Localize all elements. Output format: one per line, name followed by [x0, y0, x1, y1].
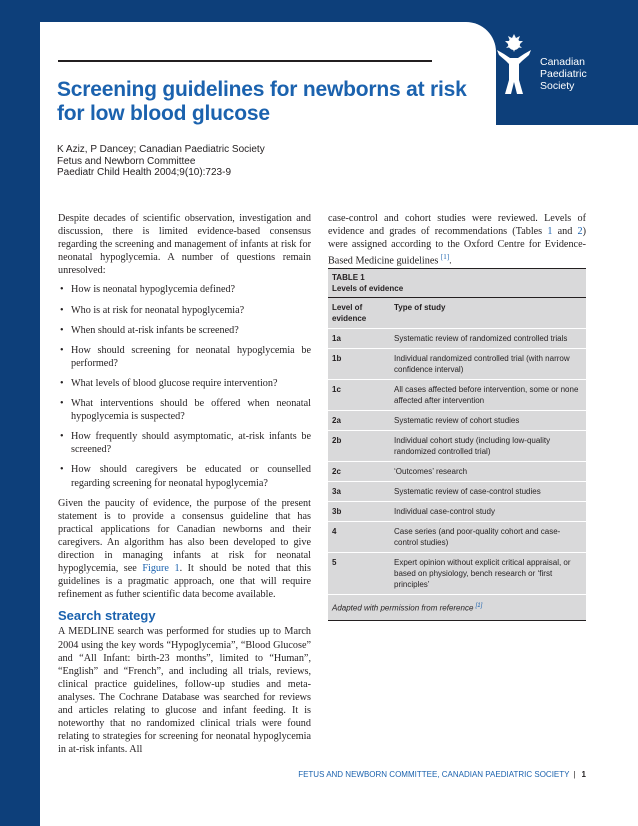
purpose-paragraph [58, 497, 311, 602]
question-text: How should screening for neonatal hypoglycemia be performed? [71, 344, 311, 369]
bullet-icon: • [60, 324, 64, 336]
purpose-text-end: . It should be noted that this guidelines is a pragmatic approach, one that will require refinement as futher scientific data become available. [58, 563, 311, 601]
right-column [328, 212, 586, 274]
table-row [328, 379, 586, 410]
bullet-icon: • [60, 284, 64, 296]
question-text: How should caregivers be educated or counselled regarding screening for neonatal hypoglycemia? [71, 464, 311, 489]
table-caption: Levels of evidence [332, 284, 404, 293]
cell-type: Individual cohort study (including low-quality randomized controlled trial) [394, 436, 551, 456]
figure-1-link[interactable]: Figure 1 [142, 563, 180, 575]
bullet-icon: • [60, 431, 64, 443]
table-row [328, 461, 586, 481]
footnote-text: Adapted with permission from reference [332, 603, 476, 613]
title-rule [58, 60, 432, 62]
cell-type: Expert opinion without explicit critical appraisal, or based on physiology, bench research or ‘first principles’ [394, 558, 571, 589]
question-text: How is neonatal hypoglycemia defined? [71, 284, 236, 296]
left-column [58, 212, 311, 762]
cell-type: Systematic review of cohort studies [394, 416, 520, 425]
purpose-text: Given the paucity of evidence, the purpose of the present statement is to provide a consensus guideline that has practical applications for Canadian newborns and their caregivers. An algorithm has also been developed to give direction in managing infants at risk for neonatal hypoglycemia, see [58, 497, 311, 575]
table-row [328, 348, 586, 379]
table-row [328, 552, 586, 594]
bullet-icon: • [60, 398, 64, 410]
left-brand-stripe [0, 0, 40, 826]
bullet-icon: • [60, 377, 64, 389]
table-row [328, 521, 586, 552]
table-row [328, 481, 586, 501]
cell-type: Systematic review of randomized controlled trials [394, 334, 568, 343]
evidence-text-and: and [552, 226, 578, 238]
page-footer [298, 770, 586, 779]
table-header [328, 269, 586, 297]
levels-of-evidence-table [328, 268, 586, 621]
question-text: Who is at risk for neonatal hypoglycemia? [71, 304, 245, 316]
question-text: How frequently should asymptomatic, at-risk infants be screened? [71, 431, 311, 456]
cell-level: 5 [332, 558, 337, 567]
cell-level: 2c [332, 467, 341, 476]
cell-type: Individual randomized controlled trial (with narrow confidence interval) [394, 354, 570, 374]
question-text: When should at-risk infants be screened? [71, 324, 239, 336]
cell-level: 2a [332, 416, 341, 425]
logo-line-2: Paediatric [540, 68, 587, 80]
question-list [58, 283, 311, 489]
cell-level: 2b [332, 436, 342, 445]
evidence-paragraph [328, 212, 586, 268]
cell-level: 3a [332, 487, 341, 496]
bullet-icon: • [60, 304, 64, 316]
evidence-text-end: . [449, 255, 452, 267]
cell-type: Case series (and poor-quality cohort and case-control studies) [394, 527, 561, 547]
footnote-reference-link[interactable]: [1] [475, 603, 483, 609]
footer-separator: | [573, 770, 576, 779]
citation: Paediatr Child Health 2004;9(10):723-9 [57, 167, 231, 178]
question-item [58, 397, 311, 423]
cell-level: 1c [332, 385, 341, 394]
question-item [58, 283, 311, 296]
table-label: TABLE 1 [332, 273, 365, 282]
page-number: 1 [581, 770, 586, 779]
table-body [328, 328, 586, 594]
cell-level: 4 [332, 527, 337, 536]
question-item [58, 463, 311, 489]
table-row [328, 328, 586, 348]
table-row [328, 410, 586, 430]
table-footnote [328, 594, 586, 620]
evidence-text: case-control and cohort studies were reviewed. Levels of evidence and grades of recommendations (Tables [328, 213, 586, 238]
cell-level: 3b [332, 507, 342, 516]
article-meta [57, 144, 265, 179]
question-text: What interventions should be offered when neonatal hypoglycemia is suspected? [71, 398, 311, 423]
question-item [58, 377, 311, 390]
section-heading-search-strategy: Search strategy [58, 608, 156, 624]
footer-text: FETUS AND NEWBORN COMMITTEE, CANADIAN PAEDIATRIC SOCIETY [298, 770, 570, 779]
intro-paragraph: Despite decades of scientific observation, investigation and discussion, there is limited evidence-based consensus regarding the screening and management of infants at risk for neonatal hypoglycemia. A number of questions remain unresolved: [58, 213, 311, 277]
table-row [328, 430, 586, 461]
cell-type: Individual case-control study [394, 507, 495, 516]
cell-type: All cases affected before intervention, some or none affected after intervention [394, 385, 579, 405]
committee: Fetus and Newborn Committee [57, 155, 196, 167]
table-2-link[interactable]: 2 [577, 226, 583, 238]
evidence-text-cont: ) were assigned according to the Oxford Centre for Evidence-Based Medicine guidelines [328, 226, 586, 267]
bullet-icon: • [60, 344, 64, 356]
table-1-link[interactable]: 1 [547, 226, 553, 238]
table-row [328, 501, 586, 521]
cell-type: Systematic review of case-control studies [394, 487, 541, 496]
search-paragraph: A MEDLINE search was performed for studies up to March 2004 using the key words “Hypoglycemia”, “Blood Glucose” and “All Infant: birth-23 months”, limited to “Human”, “English” and “French”, and including all trials, reviews, clinical practice guidelines, follow-up studies and meta-analyses. The Cochrane Database was searched for reviews and articles relating to glucose and infant feeding. It is noteworthy that no randomized clinical trials were found relating to strategies for screening for neonatal hypoglycemia in at-risk infants. All [58, 626, 311, 756]
table-column-header [328, 297, 586, 328]
bullet-icon: • [60, 464, 64, 476]
reference-link[interactable]: [1] [440, 253, 450, 262]
cell-type: ‘Outcomes’ research [394, 467, 468, 476]
authors: K Aziz, P Dancey; Canadian Paediatric Society [57, 144, 265, 155]
logo-line-3: Society [540, 80, 575, 92]
question-item [58, 344, 311, 370]
cell-level: 1b [332, 354, 342, 363]
question-item [58, 304, 311, 317]
logo-line-1: Canadian [540, 56, 585, 68]
col-header-type: Type of study [394, 303, 446, 312]
question-text: What levels of blood glucose require intervention? [71, 377, 278, 389]
page-title: Screening guidelines for newborns at risk for low blood glucose [57, 78, 467, 125]
cell-level: 1a [332, 334, 341, 343]
logo-wordmark [540, 56, 587, 92]
question-item [58, 430, 311, 456]
col-header-level: Level of evidence [332, 303, 367, 323]
question-item [58, 324, 311, 337]
